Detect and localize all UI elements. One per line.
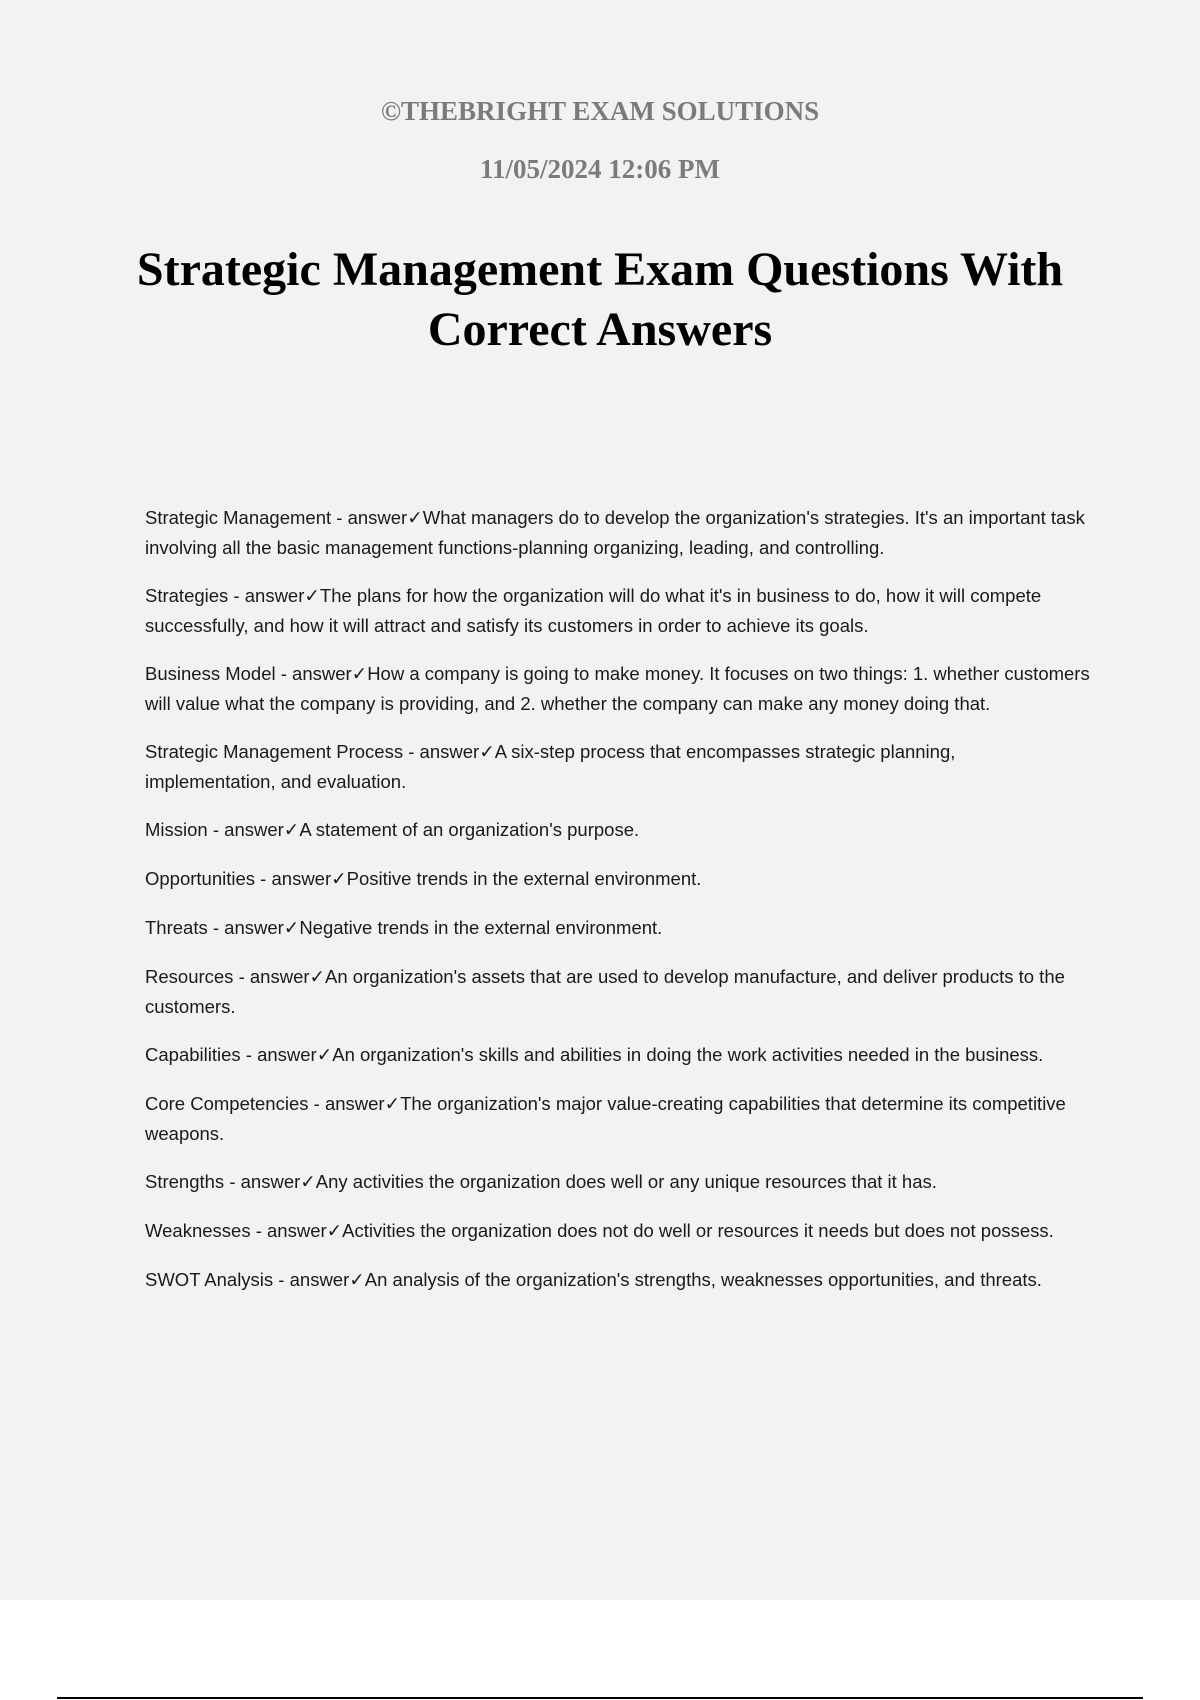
checkmark-icon: ✓	[309, 967, 326, 988]
qa-item	[145, 503, 1090, 562]
answer-separator: - answer	[207, 917, 284, 938]
qa-answer: An organization's skills and abilities in doing the work activities needed in the business.	[332, 1044, 1044, 1065]
qa-answer: How a company is going to make money. It focuses on two things: 1. whether customers will value what the company is providing, and 2. whether the company can make any money doing that.	[145, 663, 1090, 714]
answer-separator: - answer	[275, 663, 352, 684]
qa-answer: Negative trends in the external environment.	[299, 917, 663, 938]
qa-term: Core Competencies	[145, 1093, 309, 1114]
qa-answer: The plans for how the organization will do what it's in business to do, how it will compete successfully, and how it will attract and satisfy its customers in order to achieve its goals.	[145, 585, 1042, 636]
document-title: Strategic Management Exam Questions With Correct Answers	[136, 243, 1064, 356]
qa-term: Opportunities	[145, 868, 256, 889]
checkmark-icon: ✓	[300, 1172, 316, 1193]
header-datetime: 11/05/2024 12:06 PM	[480, 154, 720, 184]
checkmark-icon: ✓	[407, 508, 423, 529]
qa-item	[145, 659, 1090, 718]
answer-separator: - answer	[255, 868, 332, 889]
answer-separator: - answer	[228, 585, 305, 606]
qa-answer: An organization's assets that are used to develop manufacture, and deliver products to the customers.	[145, 966, 1065, 1017]
answer-separator: - answer	[224, 1171, 301, 1192]
qa-term: Capabilities	[145, 1044, 241, 1065]
checkmark-icon: ✓	[349, 1270, 365, 1291]
qa-item	[145, 815, 1090, 845]
qa-term: Strategic Management Process	[145, 741, 404, 762]
qa-item	[145, 737, 1090, 796]
qa-item	[145, 581, 1090, 640]
checkmark-icon: ✓	[304, 586, 320, 607]
qa-term: Mission	[145, 819, 208, 840]
answer-separator: - answer	[250, 1220, 327, 1241]
qa-item	[145, 1167, 1090, 1197]
answer-separator: - answer	[403, 741, 480, 762]
checkmark-icon: ✓	[331, 869, 347, 890]
checkmark-icon: ✓	[479, 742, 495, 763]
qa-item	[145, 1040, 1090, 1070]
qa-term: Weaknesses	[145, 1220, 251, 1241]
answer-separator: - answer	[233, 966, 310, 987]
qa-answer: What managers do to develop the organization's strategies. It's an important task involving all the basic management functions-planning organizing, leading, and controlling.	[145, 507, 1085, 558]
checkmark-icon: ✓	[351, 664, 368, 685]
qa-answer: A statement of an organization's purpose.	[299, 819, 640, 840]
checkmark-icon: ✓	[283, 918, 300, 939]
qa-answer: An analysis of the organization's strengths, weaknesses opportunities, and threats.	[364, 1269, 1042, 1290]
answer-separator: - answer	[240, 1044, 317, 1065]
qa-term: Resources	[145, 966, 234, 987]
header-brand: ©THEBRIGHT EXAM SOLUTIONS	[380, 96, 820, 126]
qa-item	[145, 864, 1090, 894]
qa-term: Threats	[145, 917, 208, 938]
footer-divider	[57, 1697, 1143, 1699]
qa-answer: The organization's major value-creating capabilities that determine its competitive weapons.	[145, 1093, 1066, 1144]
qa-list	[145, 503, 1090, 1314]
answer-separator: - answer	[273, 1269, 350, 1290]
qa-answer: Activities the organization does not do well or resources it needs but does not possess.	[342, 1220, 1054, 1241]
qa-item	[145, 913, 1090, 943]
answer-separator: - answer	[207, 819, 284, 840]
qa-answer: Any activities the organization does well or any unique resources that it has.	[315, 1171, 937, 1192]
checkmark-icon: ✓	[316, 1045, 333, 1066]
answer-separator: - answer	[331, 507, 408, 528]
checkmark-icon: ✓	[283, 820, 300, 841]
qa-term: Strategic Management	[145, 507, 332, 528]
qa-item	[145, 1265, 1090, 1295]
checkmark-icon: ✓	[326, 1221, 343, 1242]
qa-answer: A six-step process that encompasses strategic planning, implementation, and evaluation.	[145, 741, 956, 792]
qa-term: Strategies	[145, 585, 229, 606]
qa-item	[145, 1089, 1090, 1148]
checkmark-icon: ✓	[384, 1094, 401, 1115]
qa-term: Business Model	[145, 663, 276, 684]
answer-separator: - answer	[308, 1093, 385, 1114]
qa-item	[145, 1216, 1090, 1246]
qa-item	[145, 962, 1090, 1021]
qa-answer: Positive trends in the external environment.	[346, 868, 702, 889]
qa-term: Strengths	[145, 1171, 225, 1192]
qa-term: SWOT Analysis	[145, 1269, 274, 1290]
